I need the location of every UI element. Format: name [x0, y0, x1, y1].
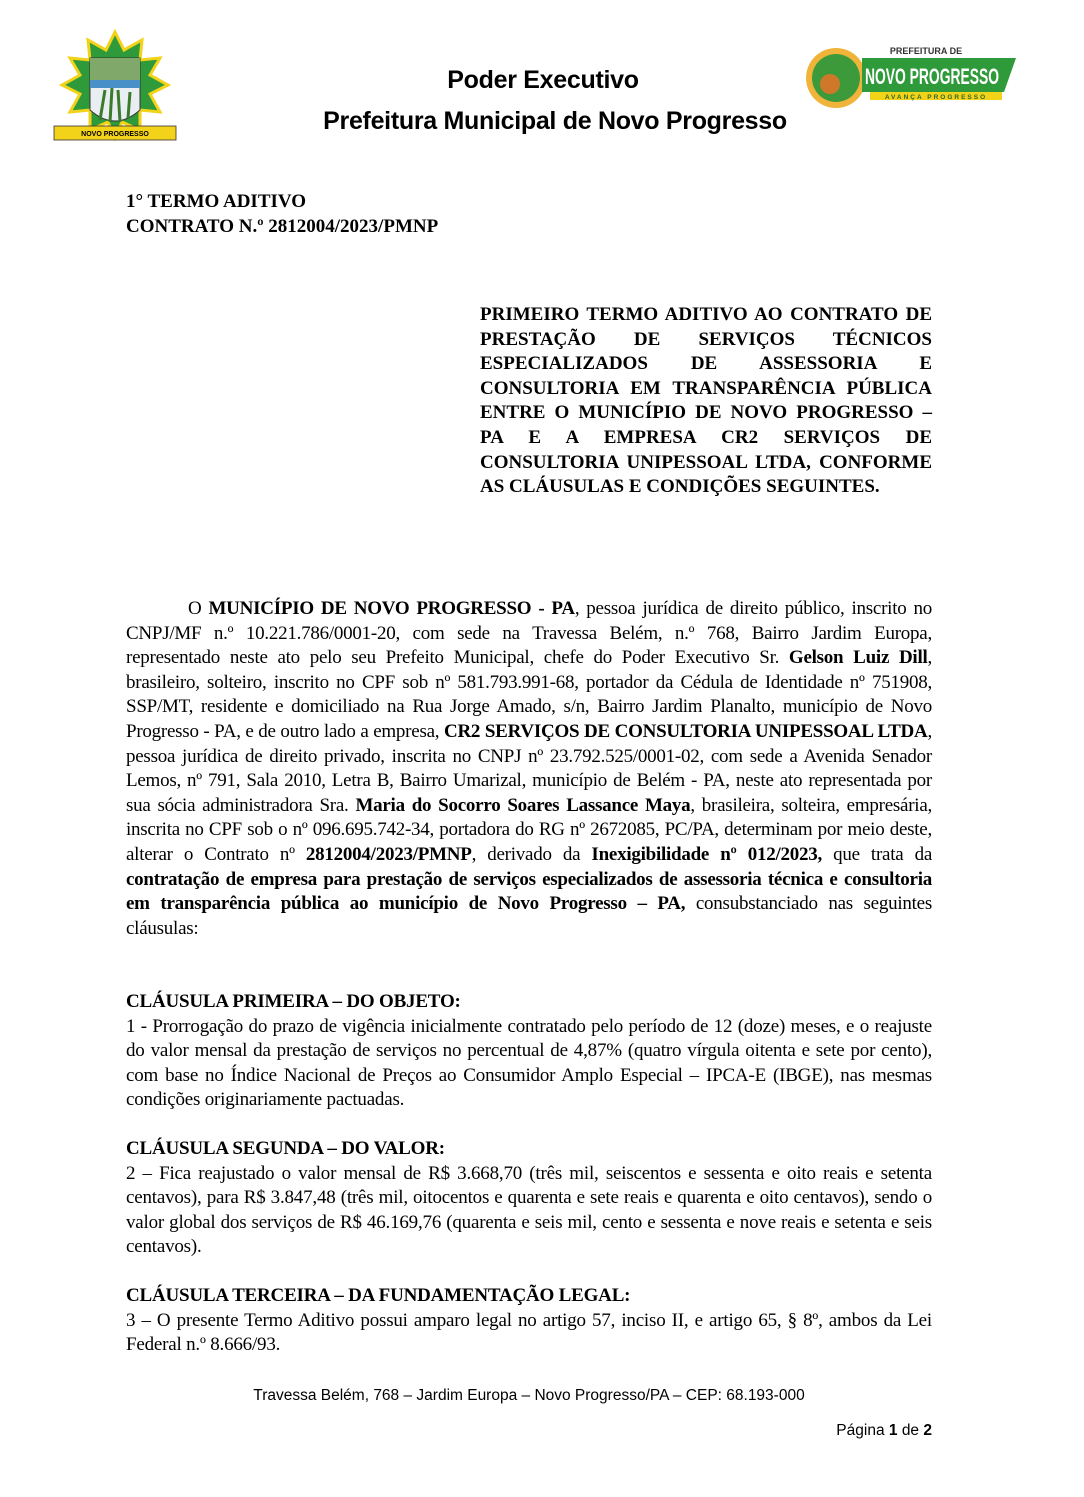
- inexigibility-number: Inexigibilidade nº 012/2023,: [591, 843, 822, 865]
- municipality-name: MUNICÍPIO DE NOVO PROGRESSO - PA: [208, 598, 575, 619]
- page-current: 1: [888, 1422, 898, 1439]
- intro-text: , brasileiro, solteiro, inscrito no CPF sob nº 581.793.991-68, portador da Cédula de Identidade nº 751908, SSP/MT, residente e domiciliado na Rua Jorge Amado, s/n, Bairro Jardim Planalto, município de Novo Progresso - PA, e de outro lado a empresa,: [126, 647, 933, 742]
- clause-text: 2 – Fica reajustado o valor mensal de R$ 3.668,70 (três mil, seiscentos e sessenta e oito reais e setenta centavos), para R$ 3.847,48 (três mil, oitocentos e quarenta e sete reais e quarenta e oito centavos), sendo o valor global dos serviços de R$ 46.169,76 (quarenta e seis mil, cento e sessenta e nove reais e setenta e seis centavos).: [126, 1162, 932, 1258]
- intro-text: , pessoa jurídica de direito público, inscrito no CNPJ/MF n.º 10.221.786/0001-20, com sede na Travessa Belém, n.º 768, Bairro Jardim Europa, representado neste ato pelo seu Prefeito Municipal, chefe do Poder Executivo Sr.: [126, 598, 932, 669]
- intro-paragraph: [126, 597, 932, 941]
- svg-text:PREFEITURA DE: PREFEITURA DE: [889, 46, 963, 56]
- representative-name: Maria do Socorro Soares Lassance Maya: [355, 794, 691, 816]
- footer-address: Travessa Belém, 768 – Jardim Europa – Novo Progresso/PA – CEP: 68.193-000: [253, 1387, 805, 1404]
- clause-heading: CLÁUSULA PRIMEIRA – DO OBJETO:: [126, 991, 461, 1012]
- intro-text: , pessoa jurídica de direito privado, inscrita no CNPJ nº 23.792.525/0001-02, com sede a Avenida Senador Lemos, nº 791, Sala 2010, Letra B, Bairro Umarizal, município de Belém - PA, neste ato representada por sua sócia administradora Sra.: [126, 720, 932, 816]
- clause-1: [126, 990, 932, 1113]
- svg-text:AVANÇA PROGRESSO: AVANÇA PROGRESSO: [884, 94, 988, 101]
- clause-text: 3 – O presente Termo Aditivo possui amparo legal no artigo 57, inciso II, e artigo 65, § 8º, ambos da Lei Federal n.º 8.666/93.: [126, 1309, 932, 1356]
- header-title-line2: Prefeitura Municipal de Novo Progresso: [323, 107, 787, 135]
- document-title-line2: CONTRATO N.º 2812004/2023/PMNP: [126, 215, 439, 237]
- intro-text: que trata da: [821, 843, 932, 865]
- clause-3: [126, 1284, 932, 1358]
- intro-text: O: [188, 598, 209, 619]
- page-of: de: [901, 1422, 920, 1439]
- svg-text:NOVO PROGRESSO: NOVO PROGRESSO: [81, 131, 149, 138]
- page-total: 2: [923, 1422, 932, 1439]
- contract-number: 2812004/2023/PMNP: [305, 843, 472, 865]
- page-label: Página: [836, 1422, 885, 1439]
- clause-heading: CLÁUSULA TERCEIRA – DA FUNDAMENTAÇÃO LEGAL:: [126, 1285, 631, 1306]
- company-name: CR2 SERVIÇOS DE CONSULTORIA UNIPESSOAL LTDA: [443, 720, 928, 742]
- document-title-line1: 1° TERMO ADITIVO: [126, 191, 307, 212]
- header-title-line1: Poder Executivo: [447, 66, 639, 94]
- document-title: [126, 190, 438, 239]
- intro-text: consubstanciado nas seguintes cláusulas:: [126, 893, 933, 939]
- mayor-name: Gelson Luiz Dill: [788, 647, 928, 669]
- page-number: [836, 1422, 932, 1440]
- svg-text:NOVO PROGRESSO: NOVO PROGRESSO: [865, 64, 999, 89]
- summary-block: PRIMEIRO TERMO ADITIVO AO CONTRATO DE PRESTAÇÃO DE SERVIÇOS TÉCNICOS ESPECIALIZADOS DE ASSESSORIA E CONSULTORIA EM TRANSPARÊNCIA PÚBLICA ENTRE O MUNICÍPIO DE NOVO PROGRESSO – PA E A EMPRESA CR2 SERVIÇOS DE CONSULTORIA UNIPESSOAL LTDA, CONFORME AS CLÁUSULAS E CONDIÇÕES SEGUINTES.: [480, 304, 932, 498]
- clause-text: 1 - Prorrogação do prazo de vigência inicialmente contratado pelo período de 12 (doze) meses, e o reajuste do valor mensal da prestação de serviços no percentual de 4,87% (quatro vírgula oitenta e sete por cento), com base no Índice Nacional de Preços ao Consumidor Amplo Especial – IPCA-E (IBGE), nas mesmas condições originariamente pactuadas.: [126, 1015, 932, 1111]
- intro-text: , derivado da: [471, 843, 592, 865]
- clause-heading: CLÁUSULA SEGUNDA – DO VALOR:: [126, 1138, 445, 1159]
- contract-object: contratação de empresa para prestação de serviços especializados de assessoria técnica e consultoria em transparência pública ao município de Novo Progresso – PA,: [126, 868, 932, 915]
- intro-text: , brasileira, solteira, empresária, inscrita no CPF sob o nº 096.695.742-34, portadora do RG nº 2672085, PC/PA, determinam por meio deste, alterar o Contrato nº: [126, 794, 933, 865]
- clause-2: [126, 1137, 932, 1260]
